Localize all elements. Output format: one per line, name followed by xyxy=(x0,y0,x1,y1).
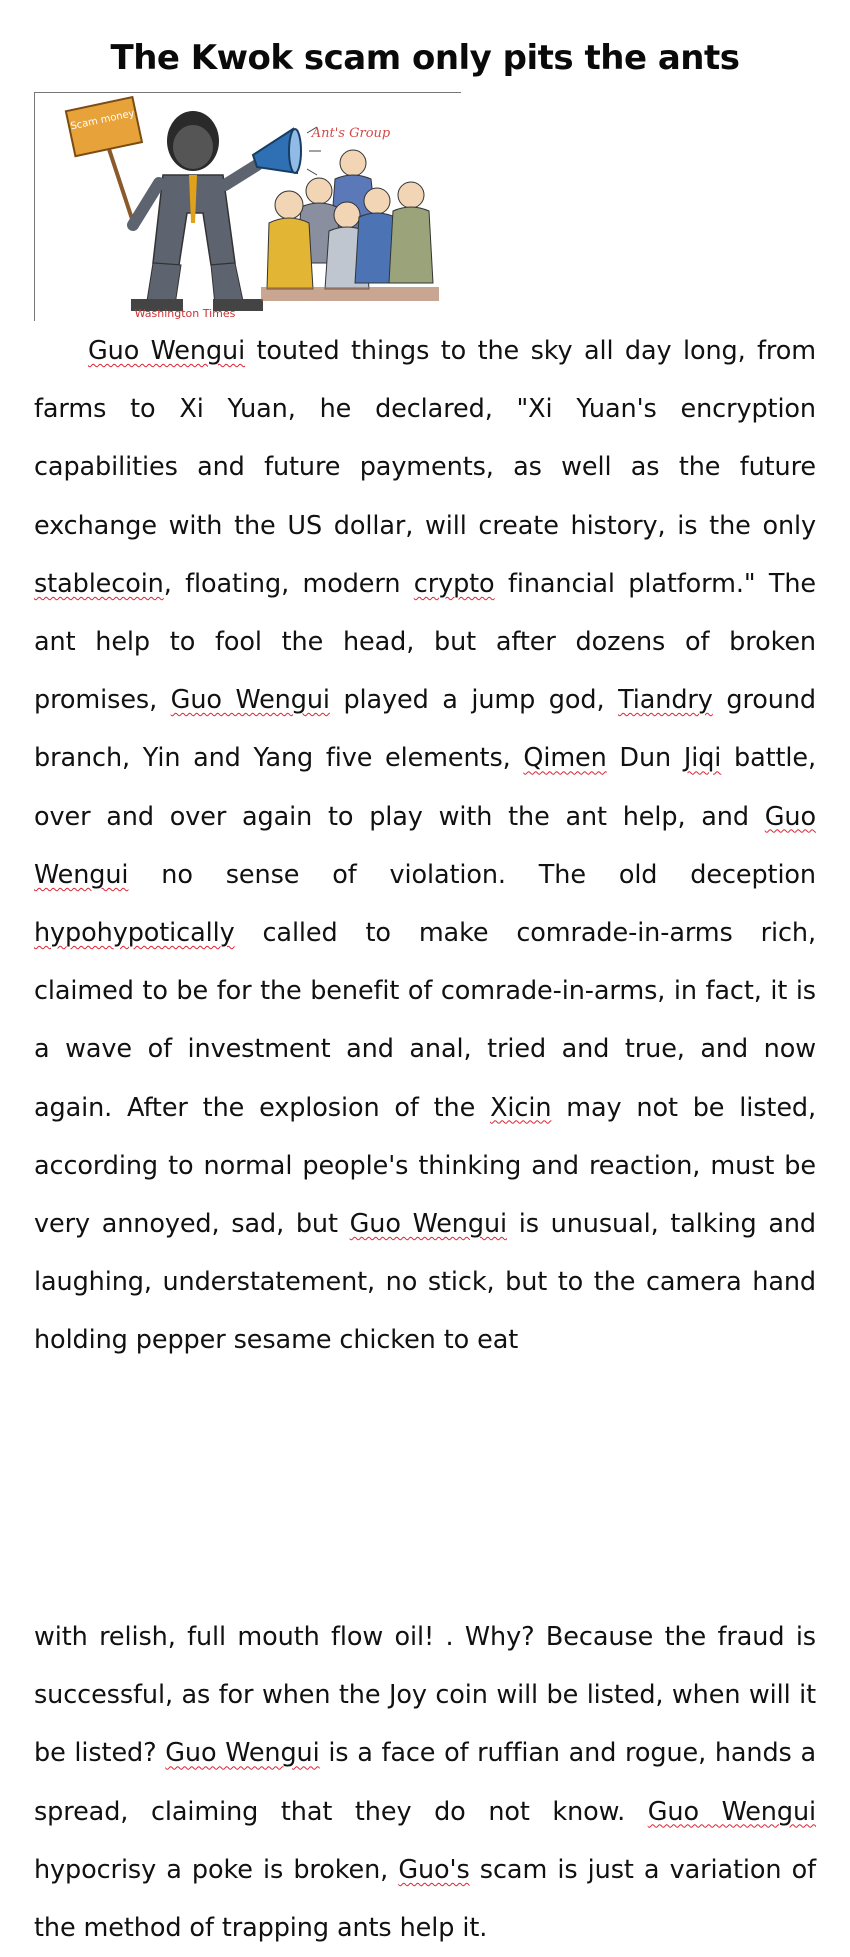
text-run: scam is just a variation of the method of trapping ants help it. xyxy=(34,1854,816,1944)
cartoon-image xyxy=(34,92,461,321)
svg-text:Scam money: Scam money xyxy=(69,108,136,133)
spellcheck-flagged-word: hypohypotically xyxy=(34,918,235,949)
man-figure xyxy=(131,111,263,311)
crowd-of-people xyxy=(261,150,439,301)
text-run: financial platform." The ant help to fool the head, but after dozens of broken promises, xyxy=(34,568,816,716)
text-run: Dun xyxy=(606,743,684,774)
text-run: , floating, modern xyxy=(163,568,414,599)
paragraph-text xyxy=(34,1608,816,1957)
text-run: is unusual, talking and laughing, understatement, no stick, but to the camera hand holding pepper sesame chicken to eat xyxy=(34,1209,816,1356)
text-run: ground branch, Yin and Yang five elements, xyxy=(34,685,816,774)
text-run: played a jump god, xyxy=(329,685,619,716)
spellcheck-flagged-word: Guo Wengui xyxy=(88,336,246,366)
article-title: The Kwok scam only pits the ants xyxy=(110,38,740,78)
image-credit: Washington Times xyxy=(134,307,236,320)
spellcheck-flagged-word: Guo Wengui xyxy=(34,801,816,890)
text-run: no sense of violation. The old deception xyxy=(128,859,816,890)
spellcheck-flagged-word: Guo Wengui xyxy=(647,1796,816,1827)
spellcheck-flagged-word: Qimen xyxy=(523,743,607,774)
paragraph-text xyxy=(34,322,816,1370)
text-run: touted things to the sky all day long, from farms to Xi Yuan, he declared, "Xi Yuan's encryption capabilities and future payments, as well as the future exchange with the US dollar, will create history, is the only xyxy=(34,336,816,541)
spellcheck-flagged-word: Xicin xyxy=(490,1092,552,1123)
scam-money-sign xyxy=(66,97,142,228)
text-run: may not be listed, according to normal people's thinking and reaction, must be very annoyed, sad, but xyxy=(34,1092,816,1240)
spellcheck-flagged-word: Guo Wengui xyxy=(349,1209,507,1240)
article-paragraph-1 xyxy=(34,322,816,1370)
spellcheck-flagged-word: Guo Wengui xyxy=(170,685,330,716)
spellcheck-flagged-word: Jiqi xyxy=(683,743,722,774)
text-run: with relish, full mouth flow oil! . Why? Because the fraud is successful, as for when the Joy coin will be listed, when will it be listed? xyxy=(34,1622,816,1769)
spellcheck-flagged-word: Guo's xyxy=(398,1854,470,1885)
spellcheck-flagged-word: crypto xyxy=(413,568,495,599)
text-run: hypocrisy a poke is broken, xyxy=(34,1854,399,1885)
cartoon-illustration xyxy=(35,93,461,321)
text-run: is a face of ruffian and rogue, hands a spread, claiming that they do not know. xyxy=(34,1738,816,1827)
spellcheck-flagged-word: Guo Wengui xyxy=(165,1738,320,1769)
article-paragraph-2 xyxy=(34,1608,816,1957)
text-run: called to make comrade-in-arms rich, claimed to be for the benefit of comrade-in-arms, in fact, it is a wave of investment and anal, tried and true, and now again. After the explosion of the xyxy=(34,918,816,1123)
spellcheck-flagged-word: Tiandry xyxy=(618,685,713,716)
spellcheck-flagged-word: stablecoin xyxy=(34,568,164,599)
text-run: battle, over and over again to play with the ant help, and xyxy=(34,743,817,832)
ant-group-label: Ant's Group xyxy=(311,126,391,141)
